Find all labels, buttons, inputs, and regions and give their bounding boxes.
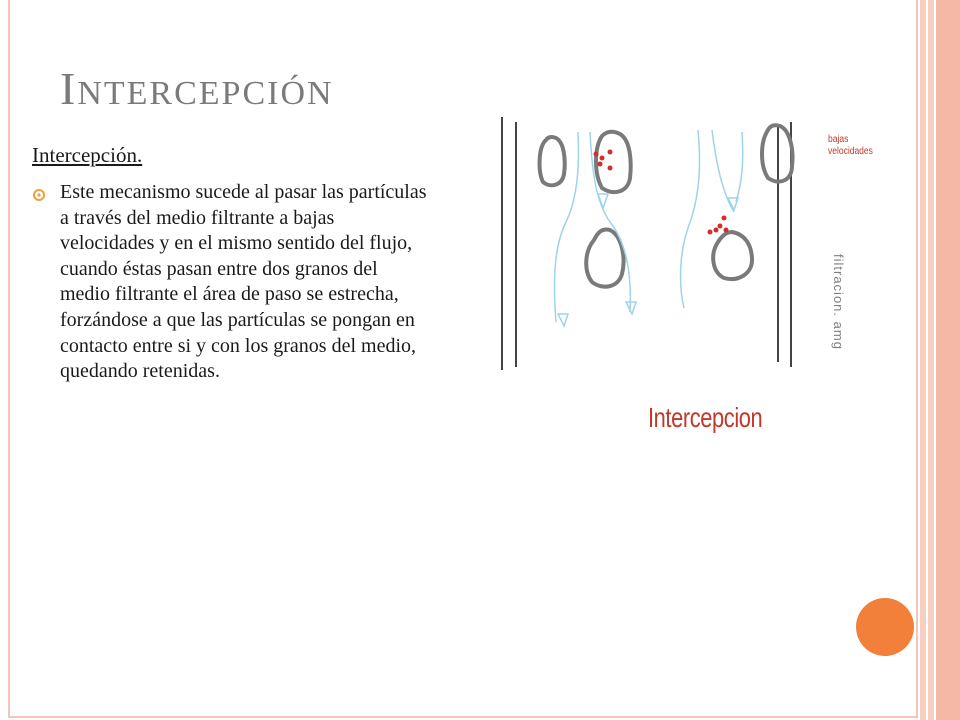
title-initial: I	[60, 63, 78, 114]
title-rest: NTERCEPCIÓN	[77, 75, 334, 112]
figure-note-line: velocidades	[828, 146, 873, 157]
bullet-item	[32, 180, 432, 385]
bullet-text: Este mecanismo sucede al pasar las partículas a través del medio filtrante a bajas velocidades y en el mismo sentido del flujo, cuando éstas pasan entre dos granos del medio filtrante el área de paso se estrecha, forzándose a que las partículas se pongan en contacto entre si y con los granos del medio, quedando retenidas.	[60, 181, 427, 383]
bullet-icon	[32, 188, 46, 202]
slide-title	[60, 62, 334, 115]
figure-note	[828, 134, 873, 158]
stripe	[928, 0, 934, 720]
figure-label: Intercepcion	[648, 402, 763, 433]
diagram-drawing	[498, 112, 848, 402]
interception-diagram	[498, 112, 873, 452]
decorative-stripes	[920, 0, 960, 720]
figure-note-line: bajas	[828, 134, 849, 145]
orange-circle-decoration	[856, 598, 914, 656]
stripe	[920, 0, 926, 720]
vertical-side-note: filtracion. amg	[831, 254, 846, 350]
slide-subtitle: Intercepción.	[32, 143, 143, 167]
stripe	[936, 0, 960, 720]
